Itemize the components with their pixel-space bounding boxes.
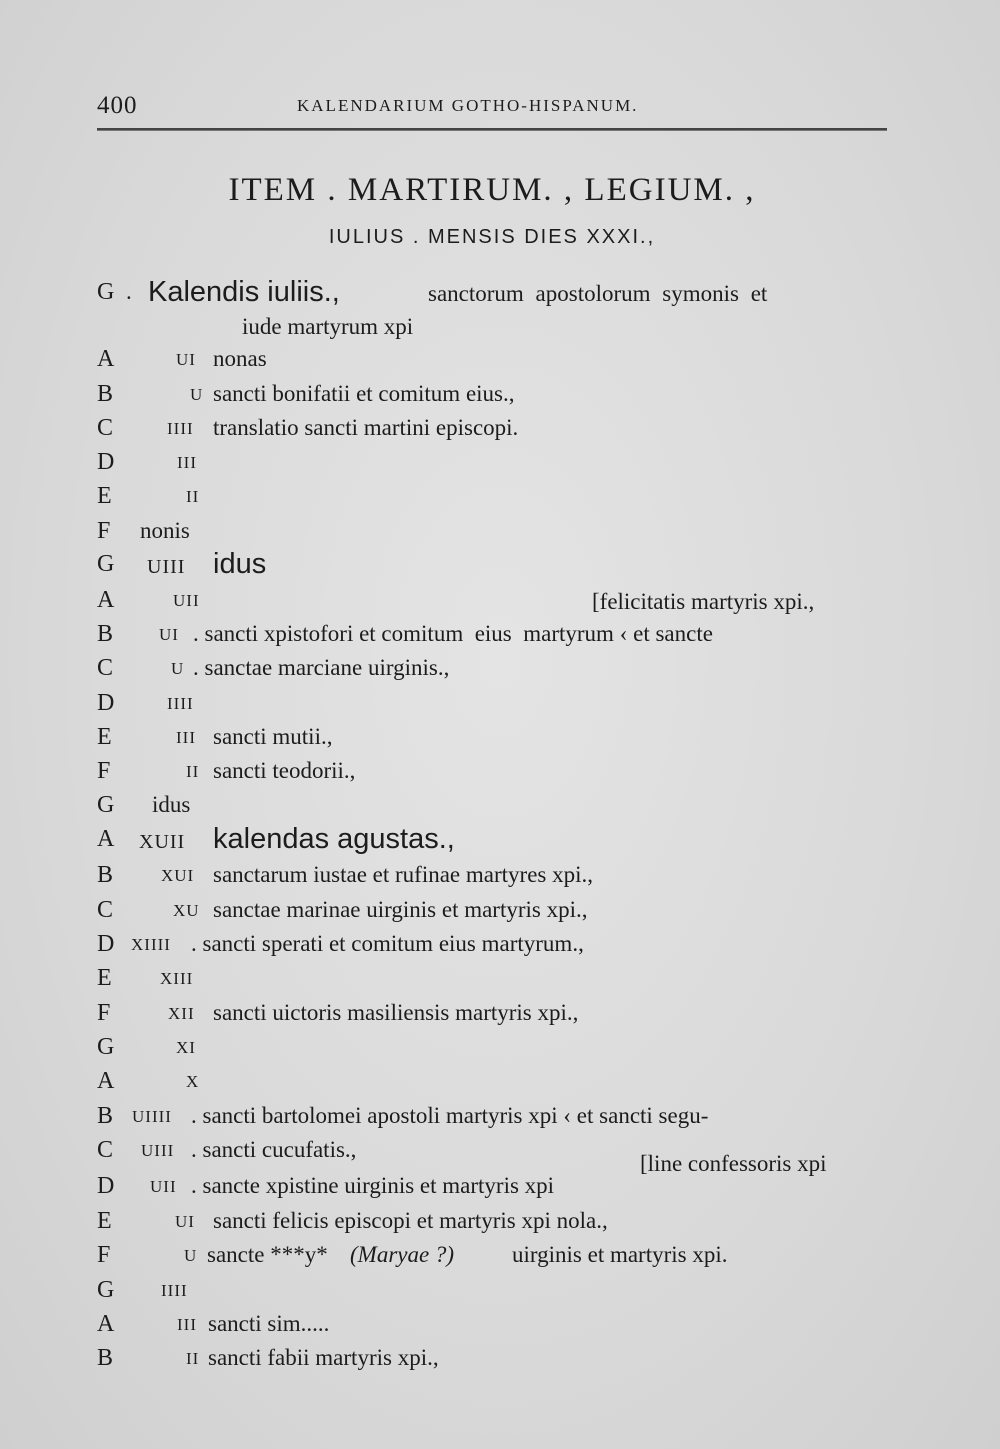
dominical-letter: G <box>97 279 115 305</box>
day-count: UI <box>159 625 179 644</box>
dominical-letter: G <box>97 1277 115 1303</box>
day-count: U <box>184 1246 198 1265</box>
calendar-row <box>0 518 1000 552</box>
dominical-letter: D <box>97 449 115 475</box>
marginal-continuation: [line confessoris xpi <box>640 1151 827 1176</box>
dominical-letter: A <box>97 587 115 613</box>
dominical-letter: G <box>97 792 115 818</box>
day-count: XI <box>176 1038 196 1057</box>
day-count: III <box>177 1315 197 1334</box>
calendar-row <box>0 1345 1000 1379</box>
calendar-row <box>0 655 1000 689</box>
day-count: XIIII <box>131 935 171 954</box>
dominical-letter: C <box>97 897 114 923</box>
entry-text: sancti mutii., <box>213 724 333 749</box>
dominical-letter: C <box>97 415 114 441</box>
entry-text: sancti sim..... <box>208 1311 330 1336</box>
day-count: II <box>186 762 200 781</box>
month-title: IULIUS . MENSIS DIES XXXI., <box>328 226 656 248</box>
day-count: II <box>186 487 200 506</box>
entry-text: . sancte xpistine uirginis et martyris xpi <box>191 1173 555 1198</box>
entry-text: . sanctae marciane uirginis., <box>193 655 450 680</box>
feast-heading: idus <box>213 548 267 580</box>
day-count: UIII <box>141 1141 175 1160</box>
calendar-row <box>0 1137 1000 1176</box>
editorial-conjecture: (Maryae ?) <box>350 1242 455 1267</box>
dominical-letter: C <box>97 655 114 681</box>
day-count: IIII <box>167 419 194 438</box>
day-count: UII <box>150 1177 177 1196</box>
entry-text: sancti fabii martyris xpi., <box>208 1345 439 1370</box>
dominical-letter: A <box>97 826 115 852</box>
entry-text: . sancti cucufatis., <box>191 1137 357 1162</box>
dominical-letter: B <box>97 1345 114 1371</box>
dominical-letter: G <box>97 1034 115 1060</box>
dominical-letter: F <box>97 758 111 784</box>
entry-text: nonas <box>213 346 267 371</box>
day-count: III <box>176 728 196 747</box>
running-title: KALENDARIUM GOTHO-HISPANUM. <box>297 96 639 115</box>
calendar-row <box>0 1103 1000 1137</box>
dominical-letter: F <box>97 518 111 544</box>
day-count: UI <box>176 350 196 369</box>
page-number: 400 <box>97 92 138 119</box>
day-count: X <box>186 1072 200 1091</box>
day-count: IIII <box>167 694 194 713</box>
calendar-row <box>0 931 1000 965</box>
calendar-row <box>0 792 1000 826</box>
dominical-letter: D <box>97 690 115 716</box>
entry-text: sancte ***y* <box>207 1242 328 1267</box>
day-count: III <box>177 453 197 472</box>
dominical-letter: B <box>97 621 114 647</box>
day-count: XUI <box>161 866 195 885</box>
day-count: UII <box>173 591 200 610</box>
calendar-row <box>0 449 1000 483</box>
calendar-row <box>0 724 1000 758</box>
entry-text: . sancti bartolomei apostoli martyris xpi ‹ et sancti segu- <box>191 1103 709 1128</box>
dominical-letter: E <box>97 965 112 991</box>
entry-text: translatio sancti martini episcopi. <box>213 415 519 440</box>
dominical-letter: F <box>97 1000 111 1026</box>
calendar-row <box>0 346 1000 380</box>
dominical-letter: B <box>97 1103 114 1129</box>
calendar-row <box>0 965 1000 999</box>
calendar-row <box>0 587 1000 621</box>
entry-text: sanctarum iustae et rufinae martyres xpi., <box>213 862 593 887</box>
calendar-row <box>0 823 1000 860</box>
dominical-letter: A <box>97 1068 115 1094</box>
day-count: XII <box>168 1004 195 1023</box>
entry-text: sancti teodorii., <box>213 758 356 783</box>
dominical-letter: G <box>97 551 115 577</box>
dominical-letter: A <box>97 346 115 372</box>
entry-text: sanctorum apostolorum symonis et <box>428 281 768 306</box>
day-count: IIII <box>161 1281 188 1300</box>
calendar-row <box>0 1277 1000 1311</box>
calendar-row <box>0 1068 1000 1102</box>
entry-text-after: uirginis et martyris xpi. <box>512 1242 728 1267</box>
entry-text-continuation: iude martyrum xpi <box>242 314 414 339</box>
dominical-letter: F <box>97 1242 111 1268</box>
dominical-letter: D <box>97 931 115 957</box>
entry-text: sancti bonifatii et comitum eius., <box>213 381 515 406</box>
calendar-row <box>0 548 1000 585</box>
section-title: ITEM . MARTIRUM. , LEGIUM. , <box>228 172 756 208</box>
entry-text: nonis <box>140 518 190 543</box>
dominical-letter: C <box>97 1137 114 1163</box>
feast-heading: Kalendis iuliis., <box>148 276 340 308</box>
day-count: II <box>186 1349 200 1368</box>
entry-text: sanctae marinae uirginis et martyris xpi., <box>213 897 588 922</box>
entry-text: . sancti xpistofori et comitum eius martyrum ‹ et sancte <box>193 621 713 646</box>
entry-text: sancti uictoris masiliensis martyris xpi., <box>213 1000 579 1025</box>
calendar-row <box>0 621 1000 655</box>
calendar-row <box>0 758 1000 792</box>
page-header <box>97 92 887 122</box>
entry-text: sancti felicis episcopi et martyris xpi nola., <box>213 1208 608 1233</box>
dominical-letter: E <box>97 483 112 509</box>
day-count: U <box>190 385 204 404</box>
dominical-letter: D <box>97 1173 115 1199</box>
calendar-row <box>0 483 1000 517</box>
calendar-row <box>0 1173 1000 1207</box>
calendar-row <box>0 1000 1000 1034</box>
dominical-letter: A <box>97 1311 115 1337</box>
feast-heading: kalendas agustas., <box>213 823 455 855</box>
calendar-row <box>0 897 1000 931</box>
calendar-row <box>0 415 1000 449</box>
calendar-row-continuation <box>0 314 1000 348</box>
calendar-row <box>0 862 1000 896</box>
day-count: XUII <box>139 831 186 853</box>
calendar-row <box>0 690 1000 724</box>
calendar-row <box>0 1242 1000 1276</box>
calendar-row <box>0 1034 1000 1068</box>
day-count: UIII <box>147 556 186 578</box>
calendar-row <box>0 1311 1000 1345</box>
day-count: XU <box>173 901 200 920</box>
dominical-letter: E <box>97 724 112 750</box>
dominical-letter: B <box>97 381 114 407</box>
entry-text: . sancti sperati et comitum eius martyrum., <box>191 931 584 956</box>
separator: . <box>126 279 132 304</box>
entry-text: idus <box>152 792 191 817</box>
dominical-letter: B <box>97 862 114 888</box>
day-count: U <box>171 659 185 678</box>
marginal-continuation: [felicitatis martyris xpi., <box>592 589 815 614</box>
calendar-row <box>0 1208 1000 1242</box>
day-count: XIII <box>160 969 194 988</box>
calendar-row <box>0 276 1000 313</box>
day-count: UIIII <box>132 1107 172 1126</box>
calendar-row <box>0 381 1000 415</box>
header-rule <box>97 128 887 131</box>
day-count: UI <box>175 1212 195 1231</box>
dominical-letter: E <box>97 1208 112 1234</box>
